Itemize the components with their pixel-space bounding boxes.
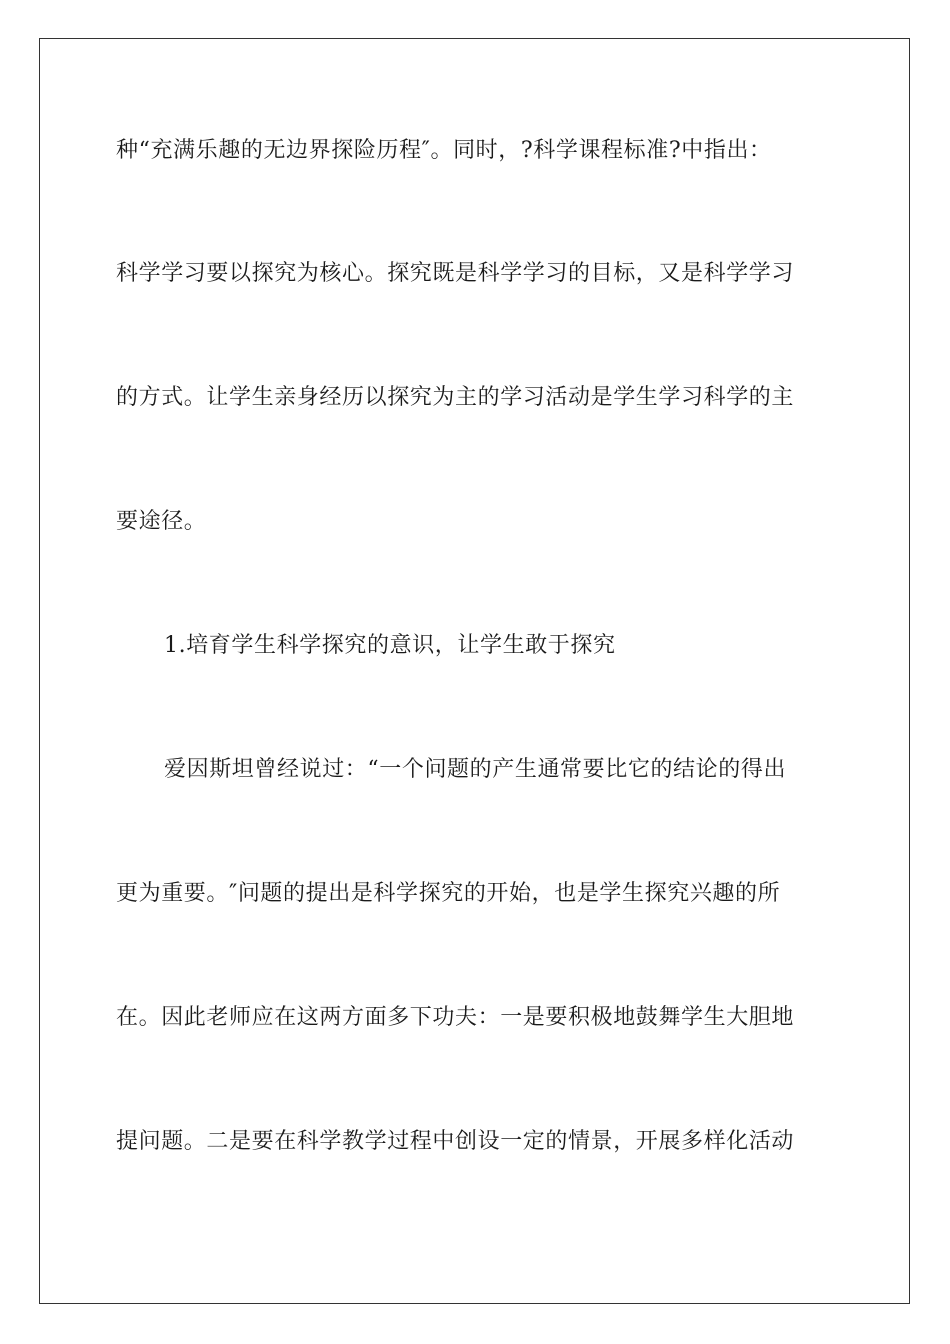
paragraph-line-2: 科学学习要以探究为核心。探究既是科学学习的目标，又是科学学习 [116,261,795,286]
page-border [39,38,910,1304]
paragraph-line-4: 要途径。 [116,509,207,534]
paragraph-line-6: 更为重要。″问题的提出是科学探究的开始，也是学生探究兴趣的所 [116,881,781,906]
paragraph-line-8: 提问题。二是要在科学教学过程中创设一定的情景，开展多样化活动 [116,1129,795,1154]
paragraph-line-3: 的方式。让学生亲身经历以探究为主的学习活动是学生学习科学的主 [116,385,795,410]
paragraph-line-1: 种“充满乐趣的无边界探险历程″。同时，?科学课程标准?中指出： [116,138,772,163]
section-heading: 1.培育学生科学探究的意识，让学生敢于探究 [164,633,616,658]
paragraph-line-7: 在。因此老师应在这两方面多下功夫：一是要积极地鼓舞学生大胆地 [116,1005,795,1030]
paragraph-line-5: 爱因斯坦曾经说过：“一个问题的产生通常要比它的结论的得出 [164,757,787,782]
